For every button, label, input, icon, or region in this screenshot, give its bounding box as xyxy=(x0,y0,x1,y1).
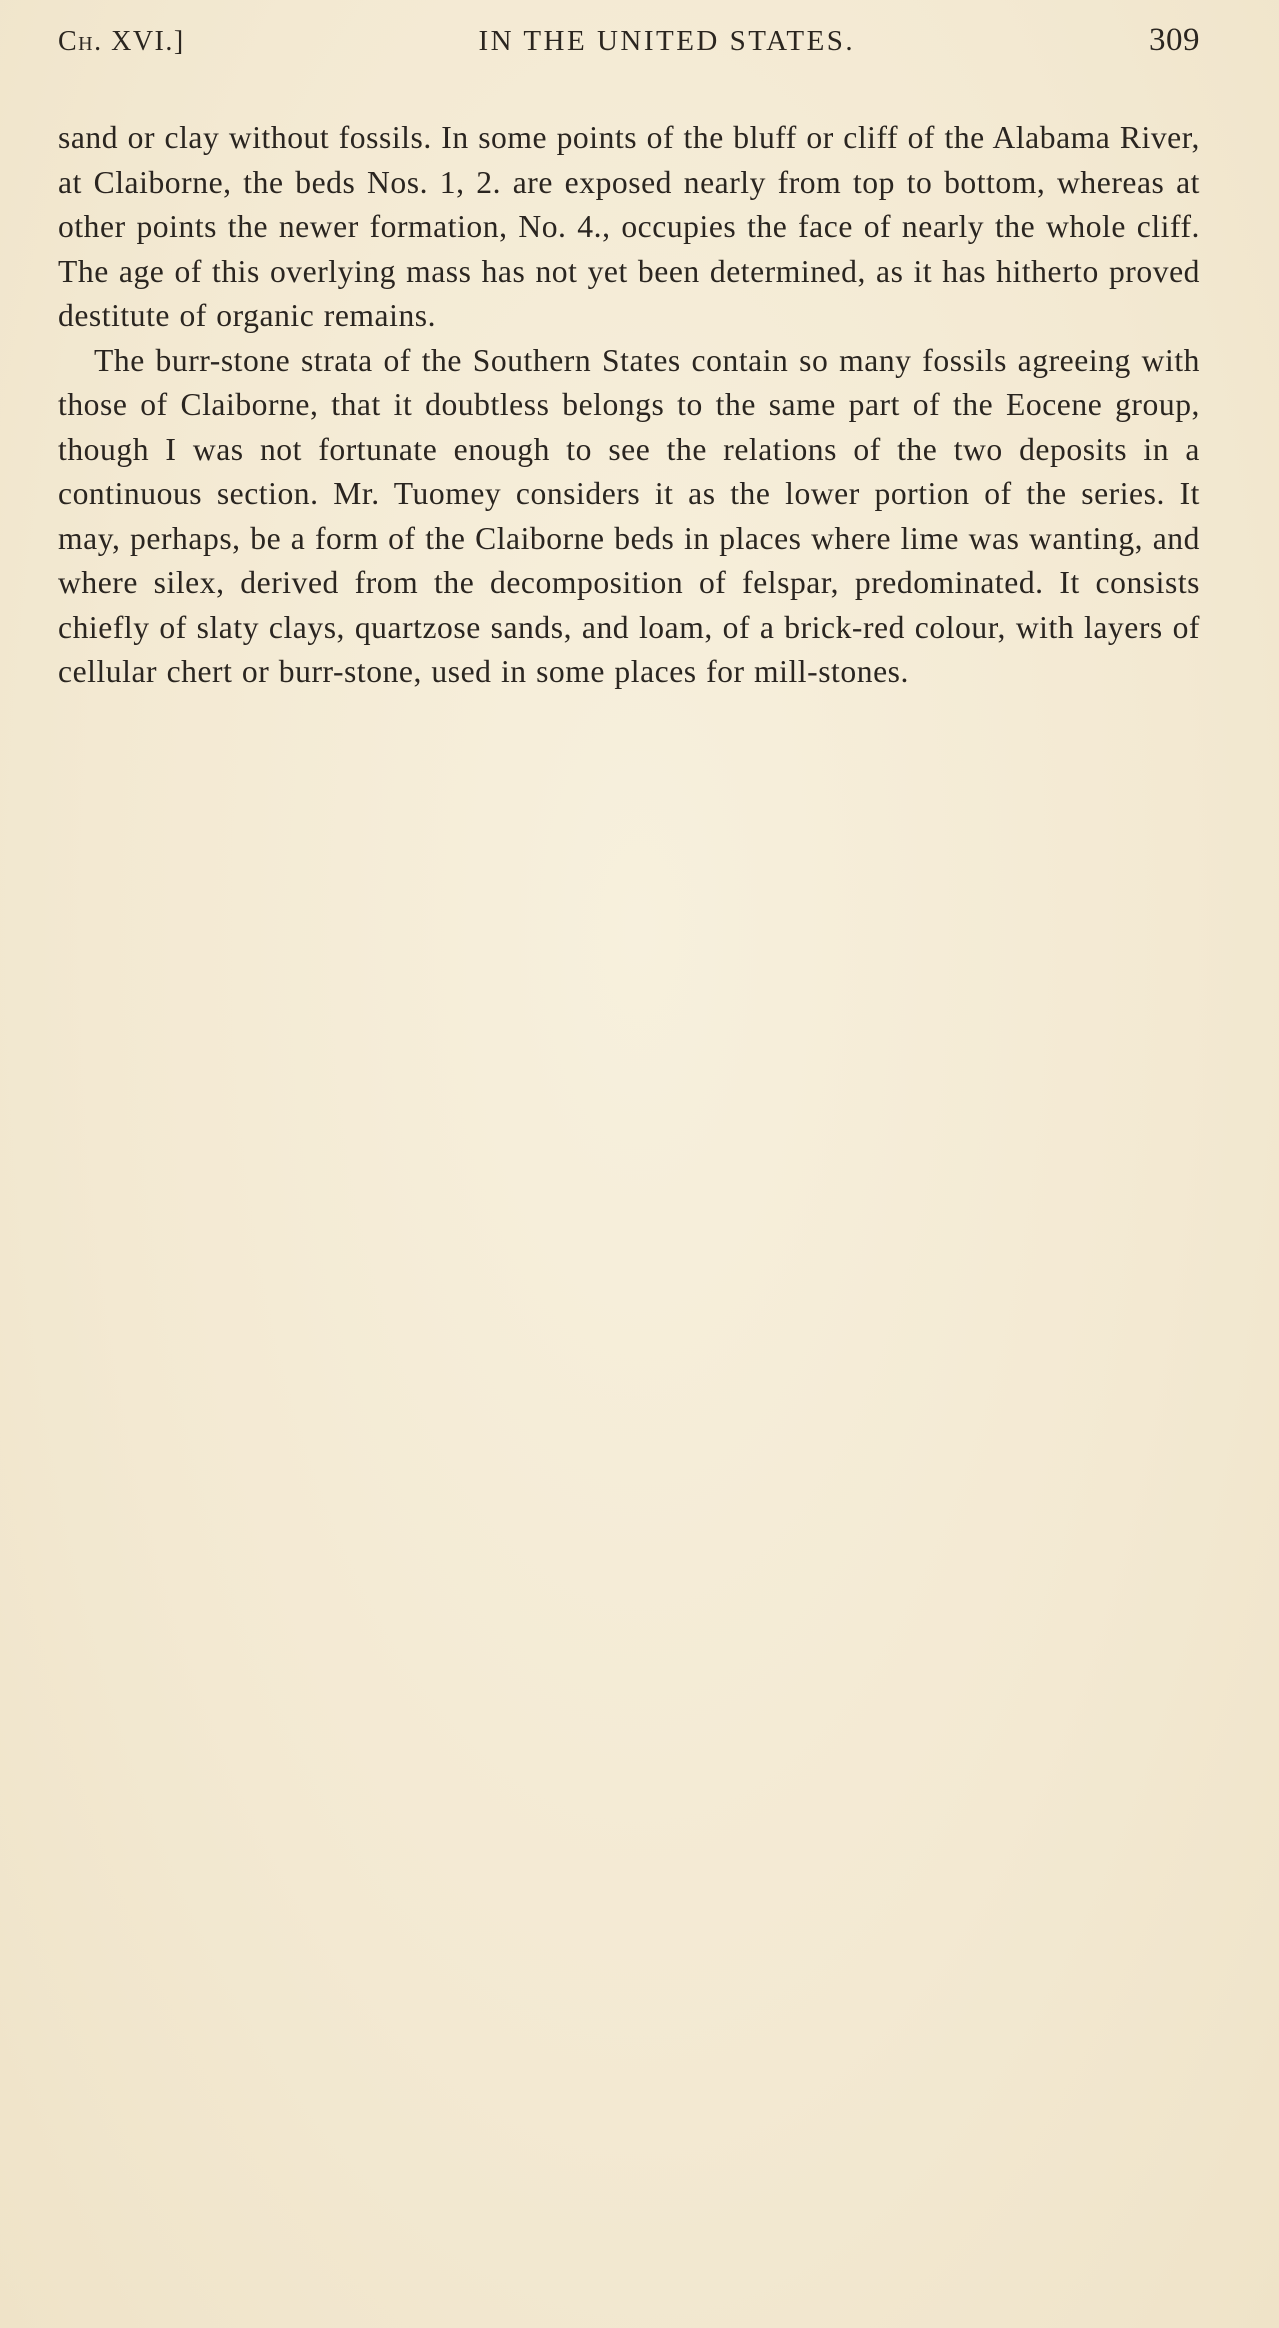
paragraph-burr-stone: The burr-stone strata of the Southern States contain so many fossils agreeing with those of Claiborne, that it doubtless belongs to the same part of the Eocene group, though I was not fortunate enough to see the relations of the two deposits in a continuous section. Mr. Tuomey considers it as the lower portion of the series. It may, perhaps, be a form of the Claiborne beds in places where lime was wanting, and where silex, derived from the decomposition of felspar, predominated. It consists chiefly of slaty clays, quartzose sands, and loam, of a brick-red colour, with layers of cellular chert or burr-stone, used in some places for mill-stones. xyxy=(58,342,1200,689)
running-head xyxy=(58,22,1200,68)
chapter-label: Ch. XVI.] xyxy=(58,26,185,57)
book-page xyxy=(58,22,1200,695)
running-title: IN THE UNITED STATES. xyxy=(478,25,856,57)
paragraph-continuation: sand or clay without fossils. In some points of the bluff or cliff of the Alabama River, at Claiborne, the beds Nos. 1, 2. are exposed nearly from top to bottom, whereas at other points the newer formation, No. 4., occupies the face of nearly the whole cliff. The age of this overlying mass has not yet been determined, as it has hitherto proved destitute of organic remains. xyxy=(58,120,1200,333)
body-text xyxy=(58,116,1200,695)
page-number: 309 xyxy=(1148,22,1200,58)
